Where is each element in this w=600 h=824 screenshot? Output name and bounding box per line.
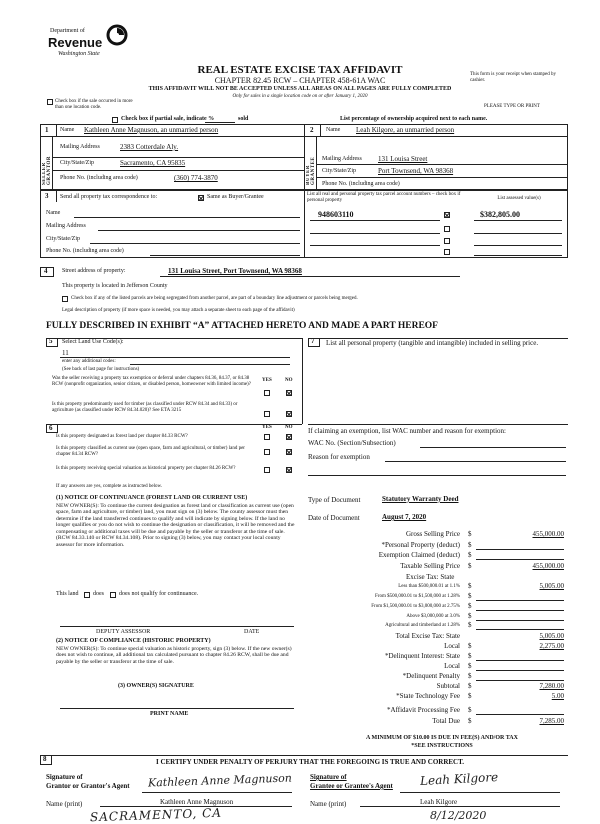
tax-tier2-dollar: $ xyxy=(468,592,472,600)
s6-continuance-text: NEW OWNER(S): To continue the current designation as forest land or classification as current use (open space, farm and agriculture, or timber) land, you must sign on (3) below. The county assessor must then determine if the land transferred continues to qualify and will indicate by signing below. If the land no longer qualifies or you do not wish to continue the designation or classification, it will be removed and the compensating or additional taxes will be due and payable by the seller or transferor at the time of sale. (RCW 84.33.140 or RCW 84.34.108). Prior to signing (3) below, you may contact your local county assessor for more information. xyxy=(56,503,295,548)
tax-exemption-label: Exemption Claimed (deduct) xyxy=(378,551,460,559)
s6-if-yes: If any answers are yes, complete as instructed below. xyxy=(56,484,163,489)
s6-deputy: DEPUTY ASSESSOR xyxy=(96,629,151,635)
s5-q1-yes-checkbox[interactable] xyxy=(264,390,270,396)
partial-sale-checkbox[interactable] xyxy=(112,117,118,123)
s7-wac-line xyxy=(420,447,566,448)
tax-personal-label: *Personal Property (deduct) xyxy=(381,541,460,549)
dor-swirl-icon xyxy=(106,24,128,46)
s5-code-line xyxy=(60,357,290,358)
s3-phone-label: Phone No. (including area code) xyxy=(46,248,124,254)
multi-location-checkbox[interactable] xyxy=(47,99,53,105)
s2-city-value: Port Townsend, WA 98368 xyxy=(378,167,454,175)
tax-gross-value: 455,000.00 xyxy=(532,530,564,538)
s12-divider xyxy=(304,124,305,190)
s8-handwritten-date: 8/12/2020 xyxy=(430,809,487,822)
segregated-label: Check box if any of the listed parcels are being segregated from another parcel, are part of a boundary line adjustment or parcels being merged. xyxy=(71,296,358,301)
s1-header-line xyxy=(40,136,568,137)
legal-description-label: Legal description of property (if more space is needed, you may attach a separate sheet to each page of the affidavit) xyxy=(62,308,295,313)
s5-additional-line xyxy=(130,364,290,365)
tax-tier5-dollar: $ xyxy=(468,621,472,629)
s8-grantor-name: Kathleen Anne Magnuson xyxy=(160,798,234,806)
parcel-personal-checkbox-3[interactable] xyxy=(444,238,450,244)
s3-same-as: Same as Buyer/Grantee xyxy=(207,194,264,200)
s6-continuance-title: (1) NOTICE OF CONTINUANCE (FOREST LAND OR CURRENT USE) xyxy=(56,495,248,501)
tax-tech-fee-dollar: $ xyxy=(468,692,472,700)
parcel-personal-checkbox-1[interactable] xyxy=(444,212,450,218)
s5-top-line xyxy=(46,338,302,339)
s3-mailing-label: Mailing Address xyxy=(46,223,86,229)
s6-compliance-text: NEW OWNER(S): To continue special valuation as historic property, sign (3) below. If the new owner(s) does not wish to continue, all additional tax calculated pursuant to chapter 84.26 RCW, shall be due and payable by the seller or transferor at the time of sale. xyxy=(56,646,292,665)
s2-mailing-label: Mailing Address xyxy=(322,156,362,162)
s5-q2-yes-checkbox[interactable] xyxy=(264,411,270,417)
partial-sale-label: Check box if partial sale, indicate % xyxy=(121,116,215,122)
multi-location-label: Check box if the sale occurred in more than one location code. xyxy=(55,99,133,110)
s6-land-c: does not qualify for continuance. xyxy=(119,591,199,597)
partial-sale-line xyxy=(205,122,235,123)
s8-grantor-signature: Kathleen Anne Magnuson xyxy=(147,771,293,790)
dept-line3: Washington State xyxy=(58,51,100,57)
tax-local-value: 2,275.00 xyxy=(539,642,564,650)
s5-see-back: (See back of last page for instructions) xyxy=(62,367,140,372)
s5-code-value: 11 xyxy=(62,349,69,357)
s1-mail-line xyxy=(52,157,304,158)
tax-tier2-line xyxy=(476,600,564,601)
s2-num-divider xyxy=(320,124,321,136)
s6-print-line xyxy=(60,708,294,709)
tax-tier3-label: From $1,500,000.01 to $3,000,000 at 2.75% xyxy=(371,604,460,609)
s8-grantee-sig-label1: Signature of xyxy=(310,773,347,781)
fully-described: FULLY DESCRIBED IN EXHIBIT “A” ATTACHED HERETO AND MADE A PART HEREOF xyxy=(46,321,438,331)
s6-compliance-title: (2) NOTICE OF COMPLIANCE (HISTORIC PROPERTY) xyxy=(56,638,211,644)
tax-tier1-label: Less than $500,000.01 at 1.1% xyxy=(398,584,460,589)
street-line xyxy=(160,276,460,277)
form-warning: THIS AFFIDAVIT WILL NOT BE ACCEPTED UNLESS ALL AREAS ON ALL PAGES ARE FULLY COMPLETED xyxy=(148,86,452,92)
parcel-line-2 xyxy=(310,233,440,234)
parcel-personal-checkbox-4[interactable] xyxy=(444,249,450,255)
tax-tier1-value: 5,005.00 xyxy=(539,582,564,590)
s3-num-divider xyxy=(56,190,57,202)
tax-tier4-line xyxy=(476,620,564,621)
tax-delinquent-state-dollar: $ xyxy=(468,652,472,660)
tax-penalty-dollar: $ xyxy=(468,672,472,680)
s5-q1-no-checkbox[interactable] xyxy=(286,390,292,396)
s1-mailing-label: Mailing Address xyxy=(60,144,100,150)
s8-top-line xyxy=(40,755,568,756)
s6-land-b: does xyxy=(93,591,104,597)
parcel-personal-checkbox-2[interactable] xyxy=(444,226,450,232)
s8-grantor-sig-label1: Signature of xyxy=(46,773,83,781)
s8-grantee-name-label: Name (print) xyxy=(310,800,347,808)
s8-handwritten-city: SACRAMENTO, CA xyxy=(89,805,223,824)
s5-select-label: Select Land Use Code(s): xyxy=(62,339,124,345)
assessed-line-1 xyxy=(474,220,562,221)
s6-q1: Is this property designated as forest land per chapter 84.33 RCW? xyxy=(56,434,188,439)
section5-num: 5 xyxy=(49,337,53,345)
parcel-header: List all real and personal property tax parcel account numbers – check box if personal property xyxy=(307,192,461,203)
s2-name-label: Name xyxy=(326,127,341,133)
assessed-header: List assessed value(s) xyxy=(497,196,541,201)
tax-gross-dollar: $ xyxy=(468,530,472,538)
s7-reason-label: Reason for exemption xyxy=(308,453,370,461)
county-note: This property is located in Jefferson County xyxy=(62,283,168,289)
assessed-value: $382,805.00 xyxy=(480,210,520,219)
parcel-line-3 xyxy=(310,245,440,246)
tax-total-state-label: Total Excise Tax: State xyxy=(395,632,460,640)
s1-num-divider xyxy=(56,124,57,136)
ownership-pct-label: List percentage of ownership acquired next to each name. xyxy=(340,116,488,122)
s8-grantee-name-line xyxy=(360,806,560,807)
assessed-line-2 xyxy=(474,233,562,234)
s3-phone-line xyxy=(150,255,300,256)
s1-city-label: City/State/Zip xyxy=(60,160,94,166)
section2-num: 2 xyxy=(310,126,314,134)
s2-side-divider xyxy=(316,136,317,190)
tax-subtotal-value: 7,280.00 xyxy=(539,682,564,690)
tax-gross-label: Gross Selling Price xyxy=(405,530,460,538)
tax-tier5-label: Agricultural and timberland at 1.28% xyxy=(385,623,460,628)
form-chapter: CHAPTER 82.45 RCW – CHAPTER 458-61A WAC xyxy=(214,76,386,85)
tax-total-due-value: 7,285.00 xyxy=(539,717,564,725)
s7-reason-line-2 xyxy=(308,475,566,476)
s1-city-line xyxy=(52,170,304,171)
s7-doc-date-value: August 7, 2020 xyxy=(382,513,427,521)
s2-mailing-value: 131 Louisa Street xyxy=(378,155,428,163)
tax-local-label: Local xyxy=(444,642,460,650)
s8-grantee-sig-line xyxy=(400,792,560,793)
s6-q1-no-checkbox[interactable] xyxy=(286,434,292,440)
tax-taxable-dollar: $ xyxy=(468,562,472,570)
s5-q2: Is this property predominantly used for timber (as classified under RCW 84.34 and 84.33) or agriculture (as classified under RCW 84.34.020)? See ETA 3215 xyxy=(52,402,238,413)
s8-certify: I CERTIFY UNDER PENALTY OF PERJURY THAT THE FOREGOING IS TRUE AND CORRECT. xyxy=(155,758,464,766)
tax-subtotal-dollar: $ xyxy=(468,682,472,690)
s6-q3: Is this property receiving special valuation as historical property per chapter 84.26 RCW? xyxy=(56,466,236,471)
tax-delinquent-local-line xyxy=(476,670,564,671)
tax-tier5-line xyxy=(476,629,564,630)
tax-total-due-dollar: $ xyxy=(468,717,472,725)
s5-enter-additional: enter any additional codes: xyxy=(62,359,116,364)
tax-minimum-note: A MINIMUM OF $10.00 IS DUE IN FEE(S) AND/OR TAX xyxy=(366,735,518,741)
s5-q1: Was the seller receiving a property tax exemption or deferral under chapters 84.36, 84.37, or 84.38 RCW (nonprofit organization, senior citizen, or disabled person, homeowner with limited income)? xyxy=(52,376,251,387)
valid-note: Only for sales in a single location code on or after January 1, 2020 xyxy=(232,94,368,99)
assessed-line-4 xyxy=(474,255,562,256)
s1-phone-value: (360) 774-3870 xyxy=(174,174,218,182)
tax-tier2-label: From $500,000.01 to $1,500,000 at 1.28% xyxy=(375,594,460,599)
s6-q2-yes-checkbox[interactable] xyxy=(264,449,270,455)
s6-does-checkbox[interactable] xyxy=(84,592,90,598)
section7-num: 7 xyxy=(311,337,315,345)
tax-subtotal-label: Subtotal xyxy=(436,682,460,690)
segregated-checkbox[interactable] xyxy=(62,296,68,302)
tax-affidavit-fee-dollar: $ xyxy=(468,706,472,714)
parcel-number: 948603110 xyxy=(318,210,354,219)
s5-yes: YES xyxy=(262,378,272,383)
dept-line2: Revenue xyxy=(48,35,103,50)
s1-side-divider xyxy=(52,136,53,190)
s2-city-line xyxy=(316,177,568,178)
tax-tier4-dollar: $ xyxy=(468,612,472,620)
s1-side-label: SELLER GRANTOR xyxy=(42,156,52,185)
please-type: PLEASE TYPE OR PRINT xyxy=(484,104,540,109)
tax-penalty-line xyxy=(476,680,564,681)
s6-print-name: PRINT NAME xyxy=(150,711,189,717)
assessed-line-3 xyxy=(474,245,562,246)
tax-see-instructions: *SEE INSTRUCTIONS xyxy=(411,743,473,749)
tax-tier3-dollar: $ xyxy=(468,602,472,610)
parcel-line-1 xyxy=(310,220,440,221)
tax-delinquent-state-line xyxy=(476,660,564,661)
s2-city-label: City/State/Zip xyxy=(322,168,356,174)
s1-phone-label: Phone No. (including area code) xyxy=(60,175,138,181)
s5-right-line xyxy=(302,338,303,424)
s6-q3-yes-checkbox[interactable] xyxy=(264,467,270,473)
same-as-buyer-checkbox[interactable] xyxy=(198,195,204,201)
tax-taxable-label: Taxable Selling Price xyxy=(400,562,460,570)
dor-logo xyxy=(48,22,132,64)
s6-q3-no-checkbox[interactable] xyxy=(286,467,292,473)
tax-delinquent-state-label: *Delinquent Interest: State xyxy=(384,652,460,660)
tax-total-due-label: Total Due xyxy=(432,717,460,725)
s6-owner-sig: (3) OWNER(S) SIGNATURE xyxy=(118,683,194,689)
s7-doc-type-label: Type of Document xyxy=(308,496,361,504)
s6-q2-no-checkbox[interactable] xyxy=(286,449,292,455)
s7-pp-line xyxy=(308,424,568,425)
s8-grantor-sig-line xyxy=(142,792,292,793)
partial-sale-sold: sold xyxy=(238,116,249,122)
s6-no: NO xyxy=(285,425,293,430)
s8-grantee-sig-label2: Grantee or Grantee's Agent xyxy=(310,782,393,790)
tax-exemption-dollar: $ xyxy=(468,551,472,559)
section8-num: 8 xyxy=(43,755,47,763)
s6-assessor-line xyxy=(60,626,294,627)
section1-num: 1 xyxy=(45,126,49,134)
s1-name-value: Kathleen Anne Magnuson, an unmarried person xyxy=(84,126,219,134)
s2-side-label: BUYER GRANTEE xyxy=(306,156,316,185)
s3-name-line xyxy=(74,217,300,218)
street-value: 131 Louisa Street, Port Townsend, WA 98368 xyxy=(168,267,302,275)
s6-land-a: This land xyxy=(56,591,79,597)
tax-tech-fee-value: 5.00 xyxy=(551,692,564,700)
s6-does-not-checkbox[interactable] xyxy=(110,592,116,598)
s7-reason-line xyxy=(385,461,566,462)
s1-name-label: Name xyxy=(60,127,75,133)
tax-total-state-value: 5,005.00 xyxy=(539,632,564,640)
s3-name-label: Name xyxy=(46,210,61,216)
tax-personal-line xyxy=(476,549,564,550)
s7-doc-type-value: Statutory Warranty Deed xyxy=(382,495,459,503)
tax-exemption-line xyxy=(476,559,564,560)
s6-q2: Is this property classified as current use (open space, farm and agricultural, or timber) land per chapter 84.34 RCW? xyxy=(56,446,245,457)
tax-delinquent-local-dollar: $ xyxy=(468,662,472,670)
tax-delinquent-local-label: Local xyxy=(444,662,460,670)
s3-city-line xyxy=(90,243,300,244)
tax-excise-state: Excise Tax: State xyxy=(406,573,455,581)
s6-yes: YES xyxy=(262,425,272,430)
s7-wac-label: WAC No. (Section/Subsection) xyxy=(308,439,396,447)
street-label: Street address of property: xyxy=(62,268,126,274)
s8-grantor-name-label: Name (print) xyxy=(46,800,83,808)
tax-tier3-line xyxy=(476,610,564,611)
receipt-note: This form is your receipt when stamped by cashier. xyxy=(470,72,556,83)
s2-name-value: Leah Kilgore, an unmarried person xyxy=(356,126,455,134)
s6-date: DATE xyxy=(244,629,260,635)
s5-no: NO xyxy=(285,378,293,383)
s1-city-value: Sacramento, CA 95835 xyxy=(120,159,186,167)
s3-mail-line xyxy=(98,230,300,231)
tax-tech-fee-label: *State Technology Fee xyxy=(396,692,460,700)
s8-grantee-name: Leah Kilgore xyxy=(420,798,458,806)
tax-local-dollar: $ xyxy=(468,642,472,650)
dept-line1: Department of xyxy=(50,28,85,34)
tax-affidavit-fee-label: *Affidavit Processing Fee xyxy=(387,706,460,714)
tax-personal-dollar: $ xyxy=(468,541,472,549)
s8-grantor-sig-label2: Grantor or Grantor's Agent xyxy=(46,782,130,790)
tax-tier4-label: Above $3,000,000 at 3.0% xyxy=(406,614,460,619)
s8-grantee-signature: Leah Kilgore xyxy=(419,769,499,789)
s1-mailing-value: 2383 Cotterdale Aly. xyxy=(120,143,179,151)
section3-num: 3 xyxy=(45,192,49,200)
tax-affidavit-fee-line xyxy=(476,714,564,715)
tax-penalty-label: *Delinquent Penalty xyxy=(402,672,460,680)
s7-personal-property: List all personal property (tangible and intangible) included in selling price. xyxy=(326,339,539,347)
s7-exemption: If claiming an exemption, list WAC number and reason for exemption: xyxy=(308,427,506,435)
s2-mail-line xyxy=(316,164,568,165)
section4-num: 4 xyxy=(44,267,48,275)
s2-phone-label: Phone No. (including area code) xyxy=(322,181,400,187)
s6-q1-yes-checkbox[interactable] xyxy=(264,434,270,440)
tax-tier1-dollar: $ xyxy=(468,582,472,590)
tax-taxable-value: 455,000.00 xyxy=(532,562,564,570)
form-title: REAL ESTATE EXCISE TAX AFFIDAVIT xyxy=(197,64,403,76)
s3-city-label: City/State/Zip xyxy=(46,236,80,242)
s3-send-label: Send all property tax correspondence to: xyxy=(60,194,158,200)
section6-num: 6 xyxy=(49,424,53,432)
s5-q2-no-checkbox[interactable] xyxy=(286,411,292,417)
s7-doc-date-label: Date of Document xyxy=(308,514,360,522)
s7-top-line xyxy=(308,338,568,339)
s3-divider xyxy=(304,190,305,258)
